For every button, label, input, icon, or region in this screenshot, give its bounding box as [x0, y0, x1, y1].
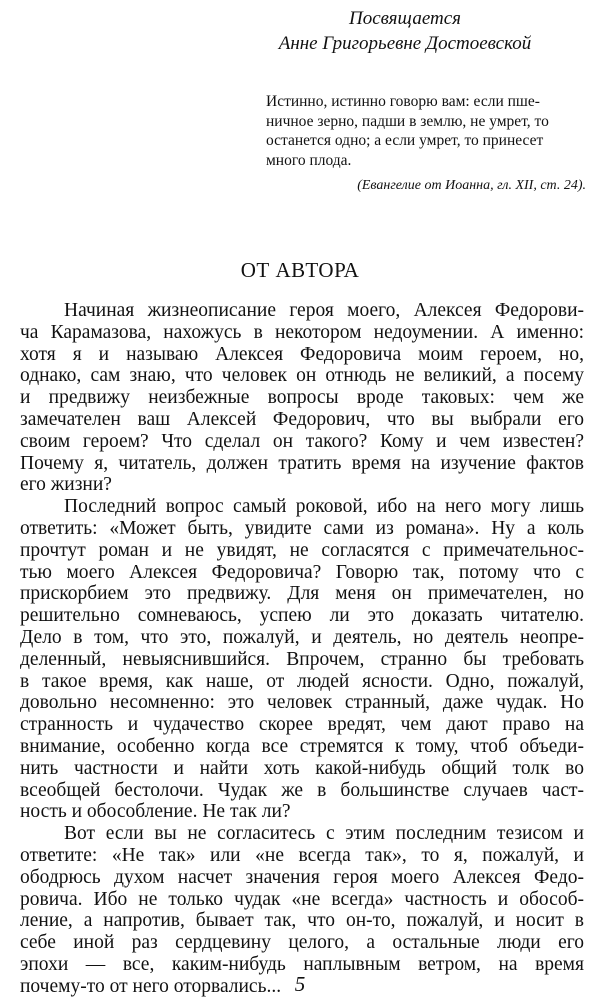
dedication-line-2: Анне Григорьевне Достоевской — [278, 33, 532, 54]
paragraph-line: и предвижу неизбежные вопросы вроде таковых: чем же — [20, 387, 584, 409]
paragraph-line: ободрюсь духом насчет значения героя моего Алексея Федо- — [20, 866, 584, 888]
paragraph-line: Дело в том, что это, пожалуй, и деятель, но деятель неопре- — [20, 626, 584, 648]
paragraph-line: прочтут роман и не увидят, не согласятся с примечательнос- — [20, 539, 584, 561]
paragraph-line: его жизни? — [20, 474, 112, 496]
epigraph-line: ничное зерно, падши в землю, не умрет, то — [266, 112, 549, 130]
paragraph-line: Почему я, читатель, должен тратить время на изучение фактов — [20, 452, 584, 474]
paragraph-line: замечателен ваш Алексей Федорович, что вы выбрали его — [20, 408, 584, 430]
paragraph-line: Последний вопрос самый роковой, ибо на него могу лишь — [64, 496, 584, 518]
paragraph-line: деленный, невыяснившийся. Впрочем, странно бы требовать — [20, 648, 584, 670]
paragraph-line: Вот если вы не согласитесь с этим последним тезисом и — [64, 823, 584, 845]
dedication — [240, 6, 570, 56]
chapter-title: ОТ АВТОРА — [240, 258, 360, 282]
paragraph-line: Начиная жизнеописание героя моего, Алексея Федорови- — [64, 300, 584, 321]
paragraph-line: в такое время, как наше, от людей ясности. Одно, пожалуй, — [20, 670, 584, 692]
paragraph-line: своим героем? Что сделал он такого? Кому и чем известен? — [20, 430, 584, 452]
paragraph-line: ответите: «Не так» или «не всегда так», то я, пожалуй, и — [20, 844, 584, 866]
paragraph-line: ление, а напротив, бывает так, что он-то, пожалуй, и носит в — [20, 910, 584, 932]
paragraph-line: себе иной раз сердцевину целого, а остальные люди его — [20, 932, 584, 954]
epigraph-source: (Евангелие от Иоанна, гл. XII, ст. 24). — [357, 178, 586, 193]
paragraph-line: почему-то от него оторвались... — [20, 975, 282, 997]
paragraph-line: странность и чудачество скорее вредят, чем дают право на — [20, 714, 584, 736]
paragraph-line: тью моего Алексея Федоровича? Говорю так, потому что с — [20, 561, 584, 583]
paragraph-line: прискорбием это предвижу. Для меня он примечателен, но — [20, 583, 584, 605]
epigraph-line: останется одно; а если умрет, то принесет — [266, 132, 544, 149]
dedication-line-1: Посвящается — [349, 8, 461, 29]
paragraph-line: хотя я и называю Алексея Федоровича моим героем, но, — [20, 343, 584, 365]
paragraph-line: ность и обособление. Не так ли? — [20, 801, 291, 823]
paragraph-line: однако, сам знаю, что человек он отнюдь не великий, а посему — [20, 365, 584, 387]
paragraph-line: внимание, особенно когда все стремятся к тому, чтоб объеди- — [20, 735, 584, 757]
epigraph-line: много плода. — [266, 151, 352, 169]
paragraph-line: ча Карамазова, нахожусь в некотором недоумении. А именно: — [20, 321, 584, 343]
paragraph-line: нить частности и найти хоть какой-нибудь общий толк во — [20, 757, 584, 779]
paragraph-line: ровича. Ибо не только чудак «не всегда» частность и обособ- — [20, 888, 584, 910]
paragraph-line: ответить: «Может быть, увидите сами из романа». Ну а коль — [20, 517, 584, 539]
body-text — [20, 300, 584, 998]
paragraph-line: довольно несомненно: это человек странный, даже чудак. Но — [20, 692, 584, 714]
paragraph-line: всеобщей бестолочи. Чудак же в большинстве случаев част- — [20, 779, 584, 801]
paragraph-line: решительно сомневаюсь, успею ли это доказать читателю. — [20, 605, 584, 627]
paragraph-line: эпохи — все, каким-нибудь наплывным ветром, на время — [20, 953, 584, 975]
page-number: 5 — [294, 972, 306, 996]
epigraph-line: Истинно, истинно говорю вам: если пше- — [266, 93, 540, 110]
epigraph — [266, 92, 586, 196]
